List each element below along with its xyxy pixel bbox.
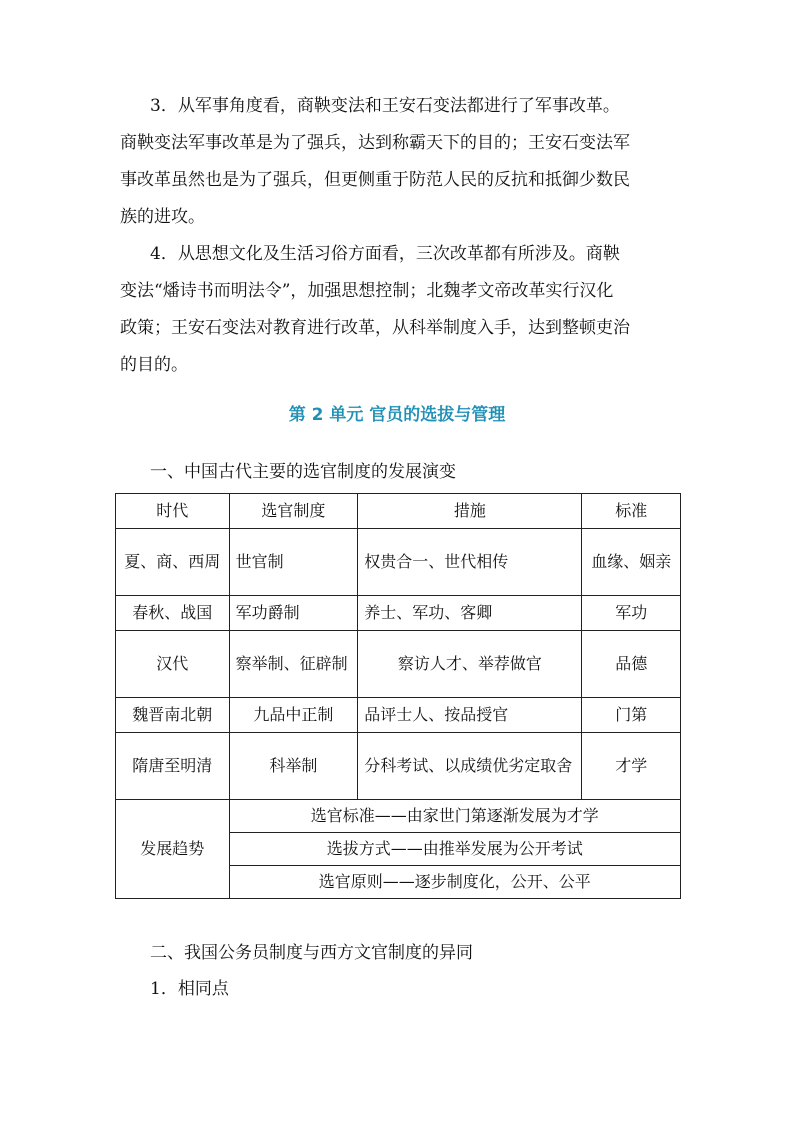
standard-cell: 才学 — [582, 733, 681, 800]
system-cell: 察举制、征辟制 — [229, 631, 358, 698]
table-row — [116, 529, 681, 596]
text-line: 事改革虽然也是为了强兵，但更侧重于防范人民的反抗和抵御少数民 — [120, 170, 630, 190]
era-cell: 春秋、战国 — [116, 596, 230, 631]
standard-cell: 军功 — [582, 596, 681, 631]
measures-cell: 权贵合一、世代相传 — [358, 529, 582, 596]
table-row — [116, 631, 681, 698]
table-header-cell: 时代 — [116, 494, 230, 529]
measures-cell: 养士、军功、客卿 — [358, 596, 582, 631]
system-cell: 世官制 — [229, 529, 358, 596]
text-line: 商鞅变法军事改革是为了强兵，达到称霸天下的目的；王安石变法军 — [120, 133, 630, 153]
system-cell: 军功爵制 — [229, 596, 358, 631]
unit-heading: 第 2 单元 官员的选拔与管理 — [288, 405, 506, 425]
trend-cell: 选官标准——由家世门第逐渐发展为才学 — [229, 800, 680, 833]
table-row — [116, 596, 681, 631]
text-line: 变法“燔诗书而明法令”，加强思想控制；北魏孝文帝改革实行汉化 — [120, 281, 614, 301]
table-header-row — [116, 494, 681, 529]
table-row — [116, 698, 681, 733]
measures-cell: 分科考试、以成绩优劣定取舍 — [358, 733, 582, 800]
standard-cell: 门第 — [582, 698, 681, 733]
selection-system-table — [115, 493, 681, 899]
measures-cell: 察访人才、举荐做官 — [358, 631, 582, 698]
trend-cell: 选官原则——逐步制度化，公开、公平 — [229, 866, 680, 899]
paragraph-culture-reform — [120, 236, 680, 384]
era-cell: 汉代 — [116, 631, 230, 698]
system-cell: 科举制 — [229, 733, 358, 800]
table-header-cell: 措施 — [358, 494, 582, 529]
item-title-similarities: 1．相同点 — [150, 979, 229, 999]
trend-cell: 选拔方式——由推举发展为公开考试 — [229, 833, 680, 866]
era-cell: 隋唐至明清 — [116, 733, 230, 800]
measures-cell: 品评士人、按品授官 — [358, 698, 582, 733]
era-cell: 魏晋南北朝 — [116, 698, 230, 733]
section-title-civil-service: 二、我国公务员制度与西方文官制度的异同 — [150, 943, 473, 963]
section-title-selection-system: 一、中国古代主要的选官制度的发展演变 — [150, 462, 456, 482]
table-row — [116, 800, 681, 833]
table-header-cell: 标准 — [582, 494, 681, 529]
system-cell: 九品中正制 — [229, 698, 358, 733]
text-line: 政策；王安石变法对教育进行改革，从科举制度入手，达到整顿吏治 — [120, 318, 630, 338]
text-line: 族的进攻。 — [120, 207, 205, 227]
standard-cell: 血缘、姻亲 — [582, 529, 681, 596]
table-header-cell: 选官制度 — [229, 494, 358, 529]
paragraph-military-reform — [120, 88, 680, 236]
trend-label-cell: 发展趋势 — [116, 800, 230, 899]
era-cell: 夏、商、西周 — [116, 529, 230, 596]
table-row — [116, 733, 681, 800]
text-line: 3．从军事角度看，商鞅变法和王安石变法都进行了军事改革。 — [150, 96, 620, 116]
standard-cell: 品德 — [582, 631, 681, 698]
text-line: 的目的。 — [120, 355, 188, 375]
text-line: 4．从思想文化及生活习俗方面看，三次改革都有所涉及。商鞅 — [150, 244, 620, 264]
